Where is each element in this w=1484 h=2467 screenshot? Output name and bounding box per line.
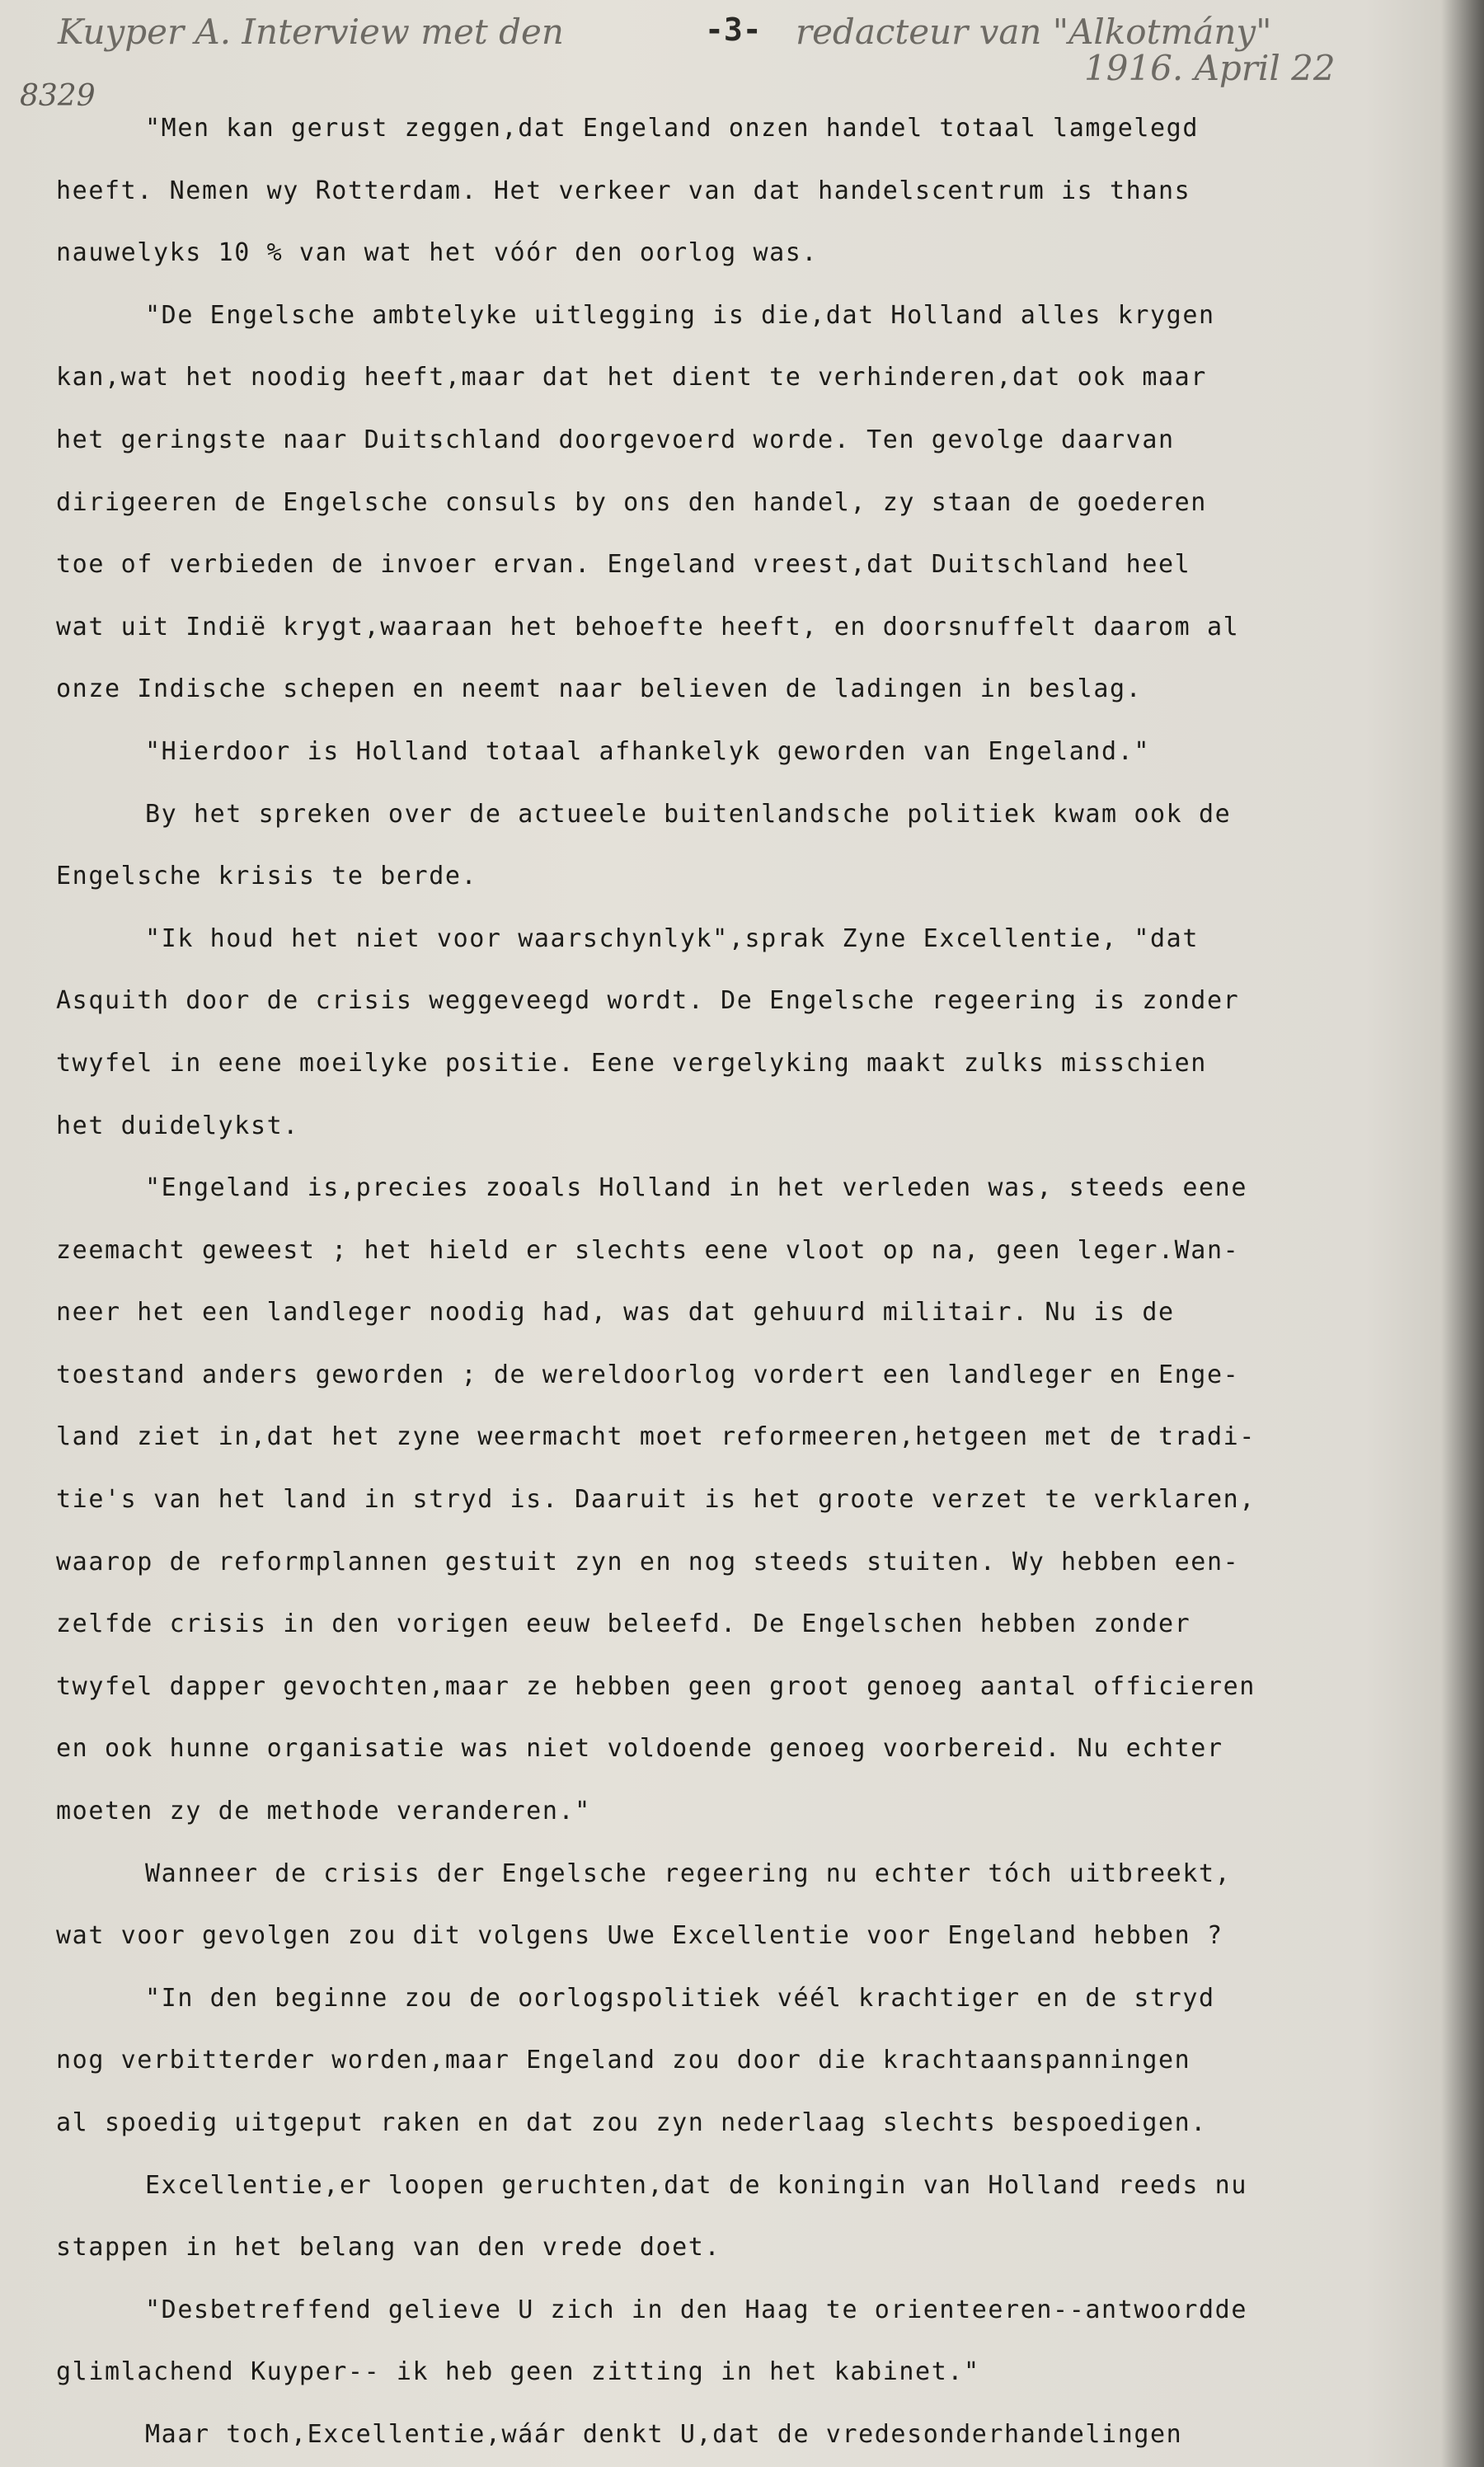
text-line: kan,wat het noodig heeft,maar dat het dient te verhinderen,dat ook maar [56,363,1207,392]
text-line: onze Indische schepen en neemt naar believen de ladingen in beslag. [56,674,1143,704]
text-line: toe of verbieden de invoer ervan. Engeland vreest,dat Duitschland heel [56,550,1191,580]
text-line: nauwelyks 10 % van wat het vóór den oorlog was. [56,238,819,268]
text-line: zeemacht geweest ; het hield er slechts eene vloot op na, geen leger.Wan- [56,1235,1240,1265]
page-edge-shadow [1441,0,1484,2467]
text-line: glimlachend Kuyper-- ik heb geen zitting in het kabinet." [56,2357,980,2387]
text-line: twyfel dapper gevochten,maar ze hebben geen groot genoeg aantal officieren [56,1671,1256,1701]
page-header [49,7,1402,97]
text-line: By het spreken over de actueele buitenlandsche politiek kwam ook de [145,799,1232,829]
text-line: nog verbitterder worden,maar Engeland zou door die krachtaanspanningen [56,2046,1191,2075]
text-line: het geringste naar Duitschland doorgevoerd worde. Ten gevolge daarvan [56,425,1175,454]
typewritten-text [56,97,1408,2466]
text-line: dirigeeren de Engelsche consuls by ons den handel, zy staan de goederen [56,487,1207,517]
text-line: toestand anders geworden ; de wereldoorlog vordert een landleger en Enge- [56,1360,1240,1389]
text-line: het duidelykst. [56,1111,299,1140]
text-line: Asquith door de crisis weggeveegd wordt. De Engelsche regeering is zonder [56,986,1240,1016]
handwritten-annotation-left: Kuyper A. Interview met den [58,12,564,52]
text-line: Engelsche krisis te berde. [56,862,478,891]
text-line: Excellentie,er loopen geruchten,dat de koningin van Holland reeds nu [145,2170,1247,2200]
text-line: twyfel in eene moeilyke positie. Eene vergelyking maakt zulks misschien [56,1048,1207,1078]
text-line: waarop de reformplannen gestuit zyn en nog steeds stuiten. Wy hebben een- [56,1547,1240,1577]
text-line: Wanneer de crisis der Engelsche regeering nu echter tóch uitbreekt, [145,1858,1232,1888]
text-line: "Hierdoor is Holland totaal afhankelyk geworden van Engeland." [145,736,1151,766]
text-line: "Desbetreffend gelieve U zich in den Haag te orienteeren--antwoordde [145,2295,1247,2324]
text-line: zelfde crisis in den vorigen eeuw beleefd. De Engelschen hebben zonder [56,1609,1191,1639]
handwritten-annotation-right: redacteur van "Alkotmány" [796,12,1272,52]
text-line: Maar toch,Excellentie,wáár denkt U,dat de vredesonderhandelingen [145,2419,1183,2449]
text-line: tie's van het land in stryd is. Daaruit is het groote verzet te verklaren, [56,1485,1256,1515]
text-line: heeft. Nemen wy Rotterdam. Het verkeer van dat handelscentrum is thans [56,176,1191,205]
handwritten-date: 1916. April 22 [1084,48,1336,88]
text-line: "Engeland is,precies zooals Holland in het verleden was, steeds eene [145,1173,1247,1203]
archive-number: 8329 [20,79,96,113]
text-line: "In den beginne zou de oorlogspolitiek véél krachtiger en de stryd [145,1983,1215,2013]
text-line: stappen in het belang van den vrede doet. [56,2233,721,2263]
text-line: "De Engelsche ambtelyke uitlegging is die,dat Holland alles krygen [145,300,1215,330]
text-line: neer het een landleger noodig had, was dat gehuurd militair. Nu is de [56,1298,1175,1327]
text-line: "Men kan gerust zeggen,dat Engeland onzen handel totaal lamgelegd [145,114,1199,143]
text-line: en ook hunne organisatie was niet voldoende genoeg voorbereid. Nu echter [56,1734,1223,1764]
text-line: wat uit Indië krygt,waaraan het behoefte heeft, en doorsnuffelt daarom al [56,612,1240,641]
text-line: "Ik houd het niet voor waarschynlyk",sprak Zyne Excellentie, "dat [145,923,1199,953]
text-line: wat voor gevolgen zou dit volgens Uwe Excellentie voor Engeland hebben ? [56,1921,1223,1951]
text-line: land ziet in,dat het zyne weermacht moet reformeeren,hetgeen met de tradi- [56,1422,1256,1452]
text-line: moeten zy de methode veranderen." [56,1797,591,1826]
text-line: al spoedig uitgeput raken en dat zou zyn nederlaag slechts bespoedigen. [56,2108,1207,2137]
page-number: -3- [705,12,762,48]
